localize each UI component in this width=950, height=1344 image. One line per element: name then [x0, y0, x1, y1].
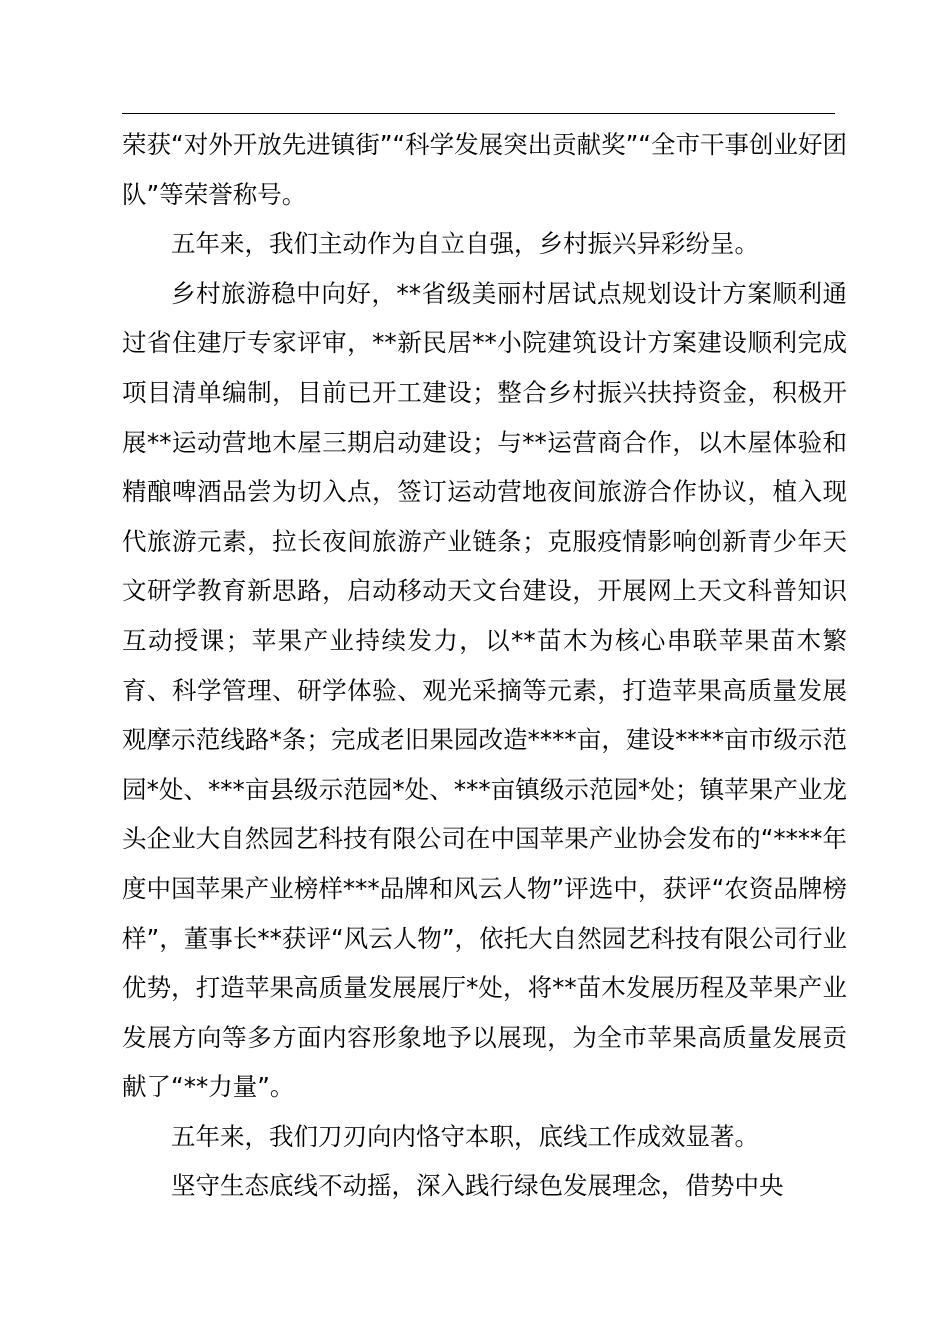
document-body: [122, 120, 847, 1211]
paragraph-continuation: 荣获“对外开放先进镇街”“科学发展突出贡献奖”“全市干事创业好团队”等荣誉称号。: [122, 130, 847, 209]
paragraph-rural-tourism: 乡村旅游稳中向好，**省级美丽村居试点规划设计方案顺利通过省住建厅专家评审，**新民居**小院建筑设计方案建设顺利完成项目清单编制，目前已开工建设；整合乡村振兴扶持资金，积极开展**运动营地木屋三期启动建设；与**运营商合作，以木屋体验和精酿啤酒品尝为切入点，签订运动营地夜间旅游合作协议，植入现代旅游元素，拉长夜间旅游产业链条；克服疫情影响创新青少年天文研学教育新思路，启动移动天文台建设，开展网上天文科普知识互动授课；苹果产业持续发力，以**苗木为核心串联苹果苗木繁育、科学管理、研学体验、观光采摘等元素，打造苹果高质量发展观摩示范线路*条；完成老旧果园改造****亩，建设****亩市级示范园*处、***亩县级示范园*处、***亩镇级示范园*处；镇苹果产业龙头企业大自然园艺科技有限公司在中国苹果产业协会发布的“****年度中国苹果产业榜样***品牌和风云人物”评选中，获评“农资品牌榜样”，董事长**获评“风云人物”，依托大自然园艺科技有限公司行业优势，打造苹果高质量发展展厅*处，将**苗木发展历程及苹果产业发展方向等多方面内容形象地予以展现，为全市苹果高质量发展贡献了“**力量”。: [122, 278, 847, 1102]
paragraph-bottom-line-heading: 五年来，我们刀刃向内恪守本职，底线工作成效显著。: [171, 1121, 759, 1151]
paragraph-ecology: 坚守生态底线不动摇，深入践行绿色发展理念，借势中央: [171, 1171, 784, 1201]
header-rule: [122, 113, 835, 114]
paragraph-rural-revitalization-heading: 五年来，我们主动作为自立自强，乡村振兴异彩纷呈。: [171, 229, 759, 259]
